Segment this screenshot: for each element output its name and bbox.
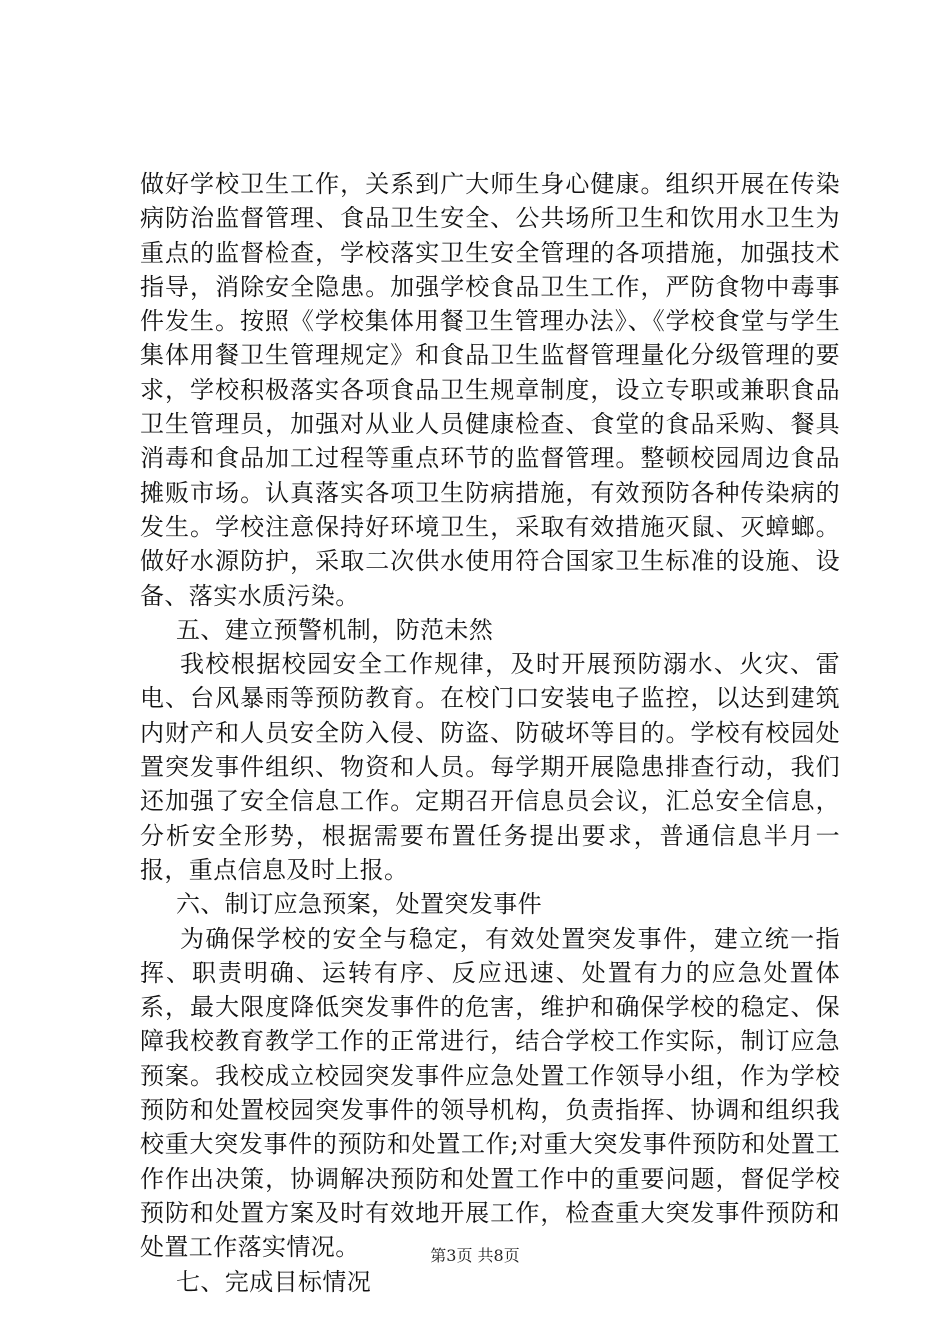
document-body <box>140 167 840 1299</box>
paragraph-health-work: 做好学校卫生工作，关系到广大师生身心健康。组织开展在传染病防治监督管理、食品卫生安全、公共场所卫生和饮用水卫生为重点的监督检查，学校落实卫生安全管理的各项措施，加强技术指导，消除安全隐患。加强学校食品卫生工作，严防食物中毒事件发生。按照《学校集体用餐卫生管理办法》、《学校食堂与学生集体用餐卫生管理规定》和食品卫生监督管理量化分级管理的要求，学校积极落实各项食品卫生规章制度，设立专职或兼职食品卫生管理员，加强对从业人员健康检查、食堂的食品采购、餐具消毒和食品加工过程等重点环节的监督管理。整顿校园周边食品摊贩市场。认真落实各项卫生防病措施，有效预防各种传染病的发生。学校注意保持好环境卫生，采取有效措施灭鼠、灭蟑螂。做好水源防护，采取二次供水使用符合国家卫生标准的设施、设备、落实水质污染。 <box>140 170 840 610</box>
section-heading-5: 五、建立预警机制，防范未然 <box>176 615 494 644</box>
section-heading-6: 六、制订应急预案，处置突发事件 <box>176 890 542 919</box>
section-heading-7: 七、完成目标情况 <box>176 1267 372 1296</box>
paragraph-emergency-plan: 为确保学校的安全与稳定，有效处置突发事件，建立统一指挥、职责明确、运转有序、反应迅速、处置有力的应急处置体系，最大限度降低突发事件的危害，维护和确保学校的稳定、保障我校教育教学工作的正常进行，结合学校工作实际，制订应急预案。我校成立校园突发事件应急处置工作领导小组，作为学校预防和处置校园突发事件的领导机构，负责指挥、协调和组织我校重大突发事件的预防和处置工作;对重大突发事件预防和处置工作作出决策，协调解决预防和处置工作中的重要问题，督促学校预防和处置方案及时有效地开展工作，检查重大突发事件预防和处置工作落实情况。 <box>140 924 840 1262</box>
paragraph-early-warning: 我校根据校园安全工作规律，及时开展预防溺水、火灾、雷电、台风暴雨等预防教育。在校门口安装电子监控，以达到建筑内财产和人员安全防入侵、防盗、防破坏等目的。学校有校园处置突发事件组织、物资和人员。每学期开展隐患排查行动，我们还加强了安全信息工作。定期召开信息员会议，汇总安全信息，分析安全形势，根据需要布置任务提出要求，普通信息半月一报，重点信息及时上报。 <box>140 650 840 884</box>
page-footer: 第3页 共8页 <box>430 1246 520 1265</box>
